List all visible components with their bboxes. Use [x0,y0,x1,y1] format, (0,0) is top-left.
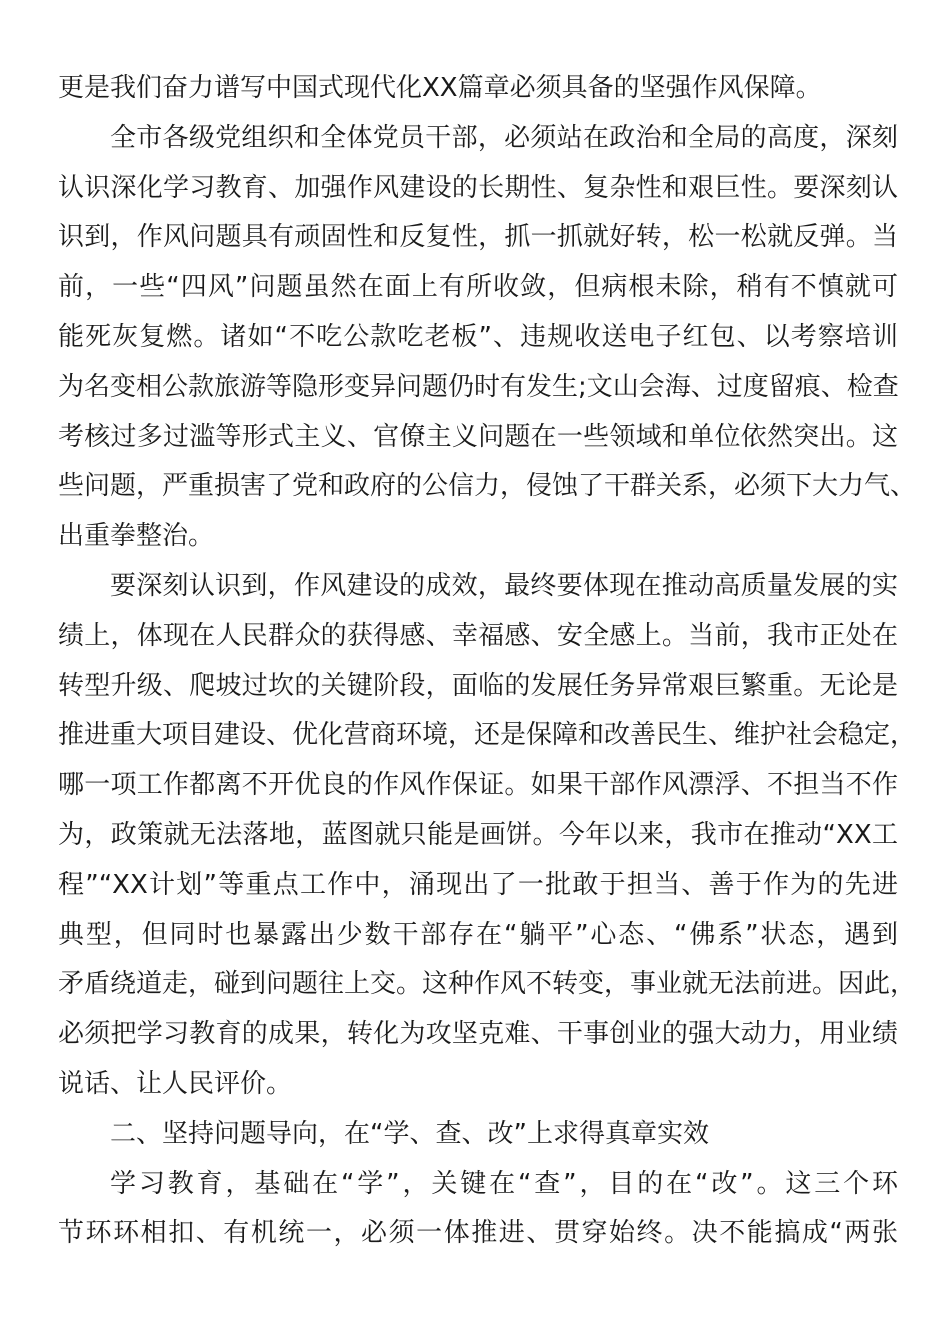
text-line: 推进重大项目建设、优化营商环境，还是保障和改善民生、维护社会稳定， [58,720,917,751]
text-line: 为，政策就无法落地，蓝图就只能是画饼。今年以来，我市在推动“XX工 [58,819,898,850]
text-line: 些问题，严重损害了党和政府的公信力，侵蚀了干群关系，必须下大力气、 [58,471,917,502]
text-line: 程”“XX计划”等重点工作中，涌现出了一批敢于担当、善于作为的先进 [58,869,898,900]
text-line: 典型，但同时也暴露出少数干部存在“躺平”心态、“佛系”状态，遇到 [58,919,898,950]
text-line: 出重拳整治。 [58,521,215,552]
paragraph-first-line: 要深刻认识到，作风建设的成效，最终要体现在推动高质量发展的实 [110,570,898,601]
text-line: 绩上，体现在人民群众的获得感、幸福感、安全感上。当前，我市正处在 [58,620,898,651]
text-line: 前，一些“四风”问题虽然在面上有所收敛，但病根未除，稍有不慎就可 [58,272,898,303]
text-line: 能死灰复燃。诸如“不吃公款吃老板”、违规收送电子红包、以考察培训 [58,321,898,352]
text-line: 考核过多过滥等形式主义、官僚主义问题在一些领域和单位依然突出。这 [58,421,898,452]
text-line: 为名变相公款旅游等隐形变异问题仍时有发生;文山会海、过度留痕、检查 [58,371,899,402]
text-line: 识到，作风问题具有顽固性和反复性，抓一抓就好转，松一松就反弹。当 [58,222,898,253]
document-body [58,64,917,1259]
text-line: 更是我们奋力谱写中国式现代化XX篇章必须具备的坚强作风保障。 [58,73,822,103]
section-heading: 二、坚持问题导向，在“学、查、改”上求得真章实效 [110,1118,709,1149]
text-line: 节环环相扣、有机统一，必须一体推进、贯穿始终。决不能搞成“两张 [58,1218,898,1249]
text-line: 认识深化学习教育、加强作风建设的长期性、复杂性和艰巨性。要深刻认 [58,172,898,203]
text-line: 转型升级、爬坡过坎的关键阶段，面临的发展任务异常艰巨繁重。无论是 [58,670,898,701]
text-line: 矛盾绕道走，碰到问题往上交。这种作风不转变，事业就无法前进。因此， [58,969,917,1000]
text-line: 必须把学习教育的成果，转化为攻坚克难、干事创业的强大动力，用业绩 [58,1019,898,1050]
paragraph-first-line: 学习教育，基础在“学”，关键在“查”，目的在“改”。这三个环 [110,1168,898,1199]
paragraph-first-line: 全市各级党组织和全体党员干部，必须站在政治和全局的高度，深刻 [110,122,898,153]
text-line: 说话、让人民评价。 [58,1068,293,1099]
text-line: 哪一项工作都离不开优良的作风作保证。如果干部作风漂浮、不担当不作 [58,770,898,801]
